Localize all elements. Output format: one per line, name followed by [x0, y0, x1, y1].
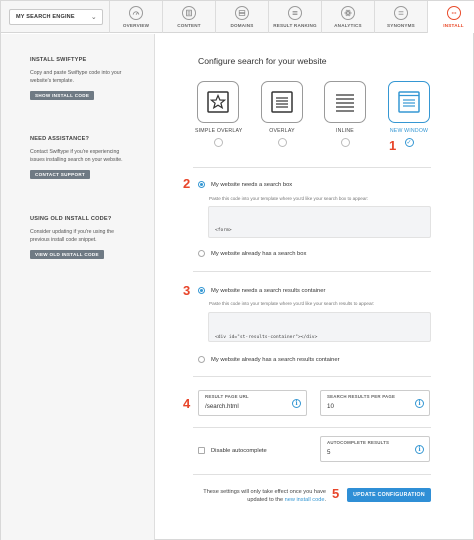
search-box-has-label: My website already has a search box: [211, 250, 307, 257]
annotation-number: 3: [183, 283, 191, 298]
results-per-page-value: 10: [327, 403, 334, 410]
sidebar-old-code-section: [30, 216, 140, 259]
atom-icon: [341, 6, 355, 20]
autocomplete-results-label: AUTOCOMPLETE RESULTS: [327, 440, 390, 445]
results-has-label: My website already has a search results container: [211, 356, 340, 363]
sidebar-install-text: [30, 69, 140, 85]
engine-select-value: MY SEARCH ENGINE: [16, 14, 75, 20]
info-icon[interactable]: i: [292, 399, 301, 408]
option-new-window-radio[interactable]: [405, 138, 414, 147]
footer-note-line2: [198, 496, 326, 504]
document-icon: [182, 6, 196, 20]
sidebar: [1, 34, 155, 540]
tab-result-ranking-label: RESULT RANKING: [273, 23, 317, 28]
option-inline-radio[interactable]: [341, 138, 350, 147]
results-needs-option[interactable]: [198, 287, 325, 294]
option-overlay-radio[interactable]: [278, 138, 287, 147]
option-inline-label: INLINE: [336, 128, 354, 134]
new-install-code-link[interactable]: new install code: [284, 497, 325, 503]
divider: [193, 474, 431, 475]
tab-synonyms-label: SYNONYMS: [387, 23, 415, 28]
sidebar-install-text-line: Copy and paste Swiftype code into your: [30, 70, 122, 76]
result-page-url-label: RESULT PAGE URL: [205, 394, 249, 399]
new-window-icon: [388, 81, 430, 123]
disable-autocomplete-option[interactable]: [198, 447, 267, 454]
info-icon[interactable]: i: [415, 399, 424, 408]
sidebar-install-heading: INSTALL SWIFTYPE: [30, 57, 87, 63]
tab-analytics-label: ANALYTICS: [334, 23, 362, 28]
results-needs-radio[interactable]: [198, 287, 205, 294]
main-nav-tabs: [109, 1, 474, 33]
page-title: Configure search for your website: [198, 56, 327, 66]
inline-lines-icon: [324, 81, 366, 123]
tab-install[interactable]: [427, 1, 474, 33]
results-hint: Paste this code into your template where you'd like your search results to appear:: [209, 301, 375, 306]
star-icon: [197, 81, 239, 123]
results-code[interactable]: [208, 312, 431, 342]
search-box-hint: Paste this code into your template where you'd like your search box to appear:: [209, 196, 369, 201]
search-box-has-option[interactable]: [198, 250, 306, 257]
tab-install-label: INSTALL: [443, 23, 464, 28]
results-per-page-label: SEARCH RESULTS PER PAGE: [327, 394, 396, 399]
search-box-code[interactable]: [208, 206, 431, 238]
update-configuration-button[interactable]: UPDATE CONFIGURATION: [347, 488, 431, 502]
annotation-number: 2: [183, 176, 191, 191]
disable-autocomplete-checkbox[interactable]: [198, 447, 205, 454]
tab-overview-label: OVERVIEW: [122, 23, 150, 28]
overlay-lines-icon: [261, 81, 303, 123]
result-page-url-field[interactable]: [198, 390, 307, 416]
footer-note-suffix: .: [324, 497, 326, 503]
sidebar-old-code-heading: USING OLD INSTALL CODE?: [30, 216, 112, 222]
synonym-icon: [394, 6, 408, 20]
option-overlay-label: OVERLAY: [269, 128, 295, 134]
divider: [193, 167, 431, 168]
sidebar-old-code-text: [30, 228, 140, 244]
tab-analytics[interactable]: [321, 1, 374, 33]
footer-note: [198, 488, 326, 504]
search-box-needs-option[interactable]: [198, 181, 292, 188]
tab-result-ranking[interactable]: [268, 1, 321, 33]
tab-domains-label: DOMAINS: [230, 23, 254, 28]
tab-overview[interactable]: [109, 1, 162, 33]
divider: [193, 376, 431, 377]
search-box-needs-label: My website needs a search box: [211, 181, 293, 188]
code-line: <form>: [215, 228, 232, 233]
show-install-code-button[interactable]: SHOW INSTALL CODE: [30, 91, 94, 100]
sidebar-assist-section: [30, 136, 140, 179]
results-has-option[interactable]: [198, 356, 340, 363]
annotation-number: 5: [332, 486, 340, 501]
view-old-install-code-button[interactable]: VIEW OLD INSTALL CODE: [30, 250, 104, 259]
sidebar-old-code-text-line: previous install code snippet.: [30, 237, 97, 243]
annotation-number: 4: [183, 396, 191, 411]
tab-content[interactable]: [162, 1, 215, 33]
autocomplete-results-field[interactable]: [320, 436, 430, 462]
sidebar-assist-text-line: Contact Swiftype if you're experiencing: [30, 149, 120, 155]
divider: [193, 271, 431, 272]
option-simple-overlay-radio[interactable]: [214, 138, 223, 147]
results-has-radio[interactable]: [198, 356, 205, 363]
info-icon[interactable]: i: [415, 445, 424, 454]
engine-select[interactable]: [9, 9, 103, 25]
sidebar-assist-text: [30, 148, 140, 164]
option-overlay[interactable]: [259, 81, 305, 147]
annotation-number: 1: [389, 138, 397, 153]
sidebar-old-code-text-line: Consider updating if you're using the: [30, 229, 115, 235]
checkmark-icon: ✓: [406, 139, 412, 146]
chevron-down-icon: ⌄: [90, 14, 97, 21]
sidebar-install-text-line: website's template.: [30, 78, 74, 84]
speedometer-icon: [129, 6, 143, 20]
top-navigation-bar: [1, 1, 474, 33]
result-page-url-value: /search.html: [205, 403, 239, 410]
install-icon: [447, 6, 461, 20]
footer-note-line1: These settings will only take effect once you have: [203, 489, 326, 495]
contact-support-button[interactable]: CONTACT SUPPORT: [30, 170, 90, 179]
sidebar-install-section: [30, 57, 140, 100]
divider: [193, 427, 431, 428]
tab-synonyms[interactable]: [374, 1, 427, 33]
ranking-list-icon: [288, 6, 302, 20]
option-inline[interactable]: [322, 81, 368, 147]
tab-content-label: CONTENT: [177, 23, 201, 28]
disable-autocomplete-label: Disable autocomplete: [211, 447, 267, 454]
results-per-page-field[interactable]: [320, 390, 430, 416]
sidebar-assist-heading: NEED ASSISTANCE?: [30, 136, 90, 142]
server-icon: [235, 6, 249, 20]
autocomplete-results-value: 5: [327, 449, 331, 456]
code-line: <div id="st-results-container"></div>: [215, 335, 318, 340]
sidebar-assist-text-line: issues installing search on your website.: [30, 157, 123, 163]
search-box-needs-radio[interactable]: [198, 181, 205, 188]
results-needs-label: My website needs a search results container: [211, 287, 326, 294]
option-simple-overlay[interactable]: [195, 81, 241, 147]
search-box-has-radio[interactable]: [198, 250, 205, 257]
footer-note-prefix: updated to the: [247, 497, 285, 503]
option-simple-overlay-label: SIMPLE OVERLAY: [195, 128, 243, 134]
tab-domains[interactable]: [215, 1, 268, 33]
option-new-window-label: NEW WINDOW: [389, 128, 429, 134]
